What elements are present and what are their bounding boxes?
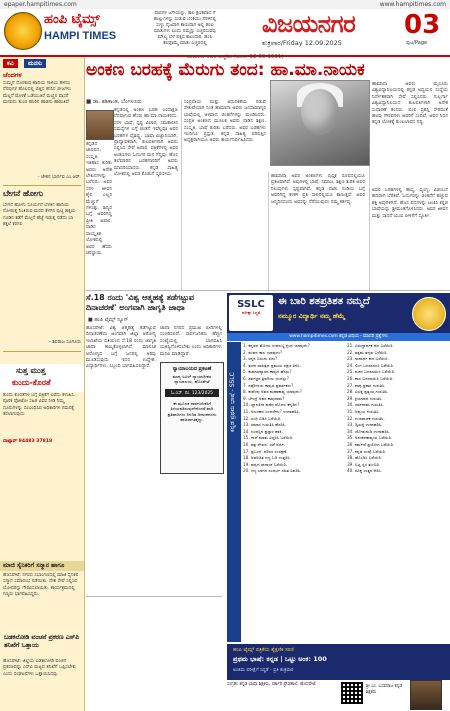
lead-byline: ■ ಡಾ. ಶಶಿಕಾಂತ, ಬೆಂಗಳೂರು <box>86 99 142 105</box>
question-item: 12. ಸಂಧಿ ಬಿಡಿಸಿ ಬರೆಯಿರಿ. <box>243 415 282 421</box>
question-item: 2. ಪಂಪನ ಕಾಲ ಯಾವುದು? <box>243 349 283 355</box>
sslc-title: ಈ ಬಾರಿ ಶತಪ್ರತಿಶತ ನಮ್ಮದೆ <box>278 296 370 307</box>
ad-line-2: ಈ ಮೂಲಕ ಸಾರ್ವಜನಿಕರಿಗೆ ತಿಳಿಯಪಡಿಸುವುದೇನೆಂದರೆ ವಾದಿ ಪ್ರತಿವಾದಿಗಳು ನಿಗದಿತ ದಿನಾಂಕದಂದು ಹಾಜರಾಗತಕ್ಕದ್ದು. <box>167 400 217 423</box>
teacher-photo <box>410 680 442 710</box>
sslc-logo-text: SSLC <box>237 299 265 310</box>
lead-column-0: ಕನ್ನಡದ ಜಾನಪದ, ಸಂಸ್ಕೃತಿ, ಇತಿಹಾಸ ಕುರಿತು ಅವರು ಅನೇಕ ಲೇಖನಗಳನ್ನು ಬರೆದರು. ಅವರ ಸರಳ ಜೀವನ ಶೈಲಿ ಎಲ್ಲರ ಮೆಚ್ಚುಗೆ ಗಳಿಸಿತ್ತು. ಶಿಷ್ಯರ ಬಗ್ಗೆ ಅವರಿಗಿದ್ದ ಪ್ರೀತಿ ಅಪಾರ. ನಾಡಿನ ಸಾಂಸ್ಕೃತಿಕ ಲೋಕದಲ್ಲಿ ಅವರ ಹೆಸರು ಚಿರಸ್ಥಾಯಿ. <box>86 142 112 256</box>
sslc-vertical-band <box>227 342 241 642</box>
question-item: 15. ಗಾದೆ ಮಾತು ವಿಸ್ತರಿಸಿ ಬರೆಯಿರಿ. <box>243 435 294 441</box>
hampi-times-logo-icon <box>4 12 42 50</box>
question-item: 10. ಜ್ಞಾನಪೀಠ ಪಡೆದ ಮೊದಲ ಕನ್ನಡಿಗ? <box>243 402 300 408</box>
article2-byline: ■ ಹಂಪಿ ಟೈಮ್ಸ್ ನ್ಯೂಸ್ <box>88 317 129 323</box>
epaper-url[interactable]: epaper.hampitimes.com <box>4 1 77 8</box>
question-item: 20. ಗದ್ಯ ಭಾಗದ ಸಂದರ್ಭ ಸಹಿತ ವಿವರಿಸಿ. <box>243 468 302 474</box>
poem-body-1: ಸುಮ್ಮನೆ ದೊರಕುವ ಹಾದಿಯ ಗಾಳಿಯ ಹಳೆಯ ನೆನಪುಗಳ ಹೊಲದಲ್ಲಿ ಬಿತ್ತಿದ ಕನಸಿನ ಬೀಜಗಳು ಮೆಲ್ಲನೆ ಮೊಳಕೆ ಒಡೆಯುತಿರೆ ಮಣ್ಣಿನ ವಾಸನೆ ಮನವನು ತುಂಬಿ ಹಸಿರಿನ ಹಾಡನು ಹಾಡುತಿದೆ <box>3 81 72 106</box>
question-item: 14. ಛಂದಸ್ಸಿನ ಪ್ರಸ್ತಾರ ಹಾಕಿ. <box>243 428 283 434</box>
article2-headline: ಸೆ.18 ರಂದು 'ವಿಶ್ವ ಆತ್ಮಹತ್ಯೆ ತಡೆಗಟ್ಟುವ ದಿನಾಚರಣೆ' ಅಂಗವಾಗಿ ಜಾಗೃತಿ ಜಾಥಾ <box>86 293 195 312</box>
question-item: 5. ಕುಮಾರವ್ಯಾಸನ ಕಾವ್ಯದ ಹೆಸರು? <box>243 369 292 375</box>
question-item: 26. ಕಾಲ ಬದಲಾಯಿಸಿ ಬರೆಯಿರಿ. <box>347 375 394 381</box>
article-ex-servicemen-title: ಮಾಜಿ ಸೈನಿಕರಿಗೆ ಸನ್ಮಾನ ಹಾಗೂ <box>0 561 84 571</box>
sslc-footer-top: ಹಂಪಿ ಟೈಮ್ಸ್ ಪತ್ರಿಕೆಯ ಶೈಕ್ಷಣಿಕ ಸರಣಿ <box>233 647 294 653</box>
brand-kannada: ಹಂಪಿ ಟೈಮ್ಸ್ <box>44 12 100 27</box>
date-line: ಶುಕ್ರವಾರ/Friday 12.09.2025 <box>262 39 342 47</box>
sslc-footer-sub: ಅಂತಿಮ ಪರೀಕ್ಷೆಗೆ ಸಿದ್ಧತೆ - ಪ್ರತಿ ಶುಕ್ರವಾರ <box>233 668 294 673</box>
court-notice-ad <box>160 362 224 474</box>
section-divider <box>86 290 450 291</box>
poem-author-2: - ಶಿವರಾಜ ಸೂಗೂರು <box>49 340 81 345</box>
website-url[interactable]: www.hampitimes.com <box>379 1 446 8</box>
question-item: 22. ತತ್ಸಮ ತದ್ಭವ ಬರೆಯಿರಿ. <box>347 349 388 355</box>
questions-left-column <box>243 343 343 475</box>
kunda-whatsapp[interactable]: ವಾಟ್ಸಾಪ್ 94483 37818 <box>3 439 53 444</box>
sidebar-tab-manasu: ಮನಸು <box>24 59 46 68</box>
divider <box>3 185 81 186</box>
emblem-icon <box>412 297 446 331</box>
article2-column-2: ಜಾಥಾ ನಗರದ ಪ್ರಮುಖ ಬೀದಿಗಳಲ್ಲಿ ಸಂಚರಿಸಲಿದೆ. ಸಾರ್ವಜನಿಕರು ಹೆಚ್ಚಿನ ಸಂಖ್ಯೆಯಲ್ಲಿ ಭಾಗವಹಿಸಿ ಯಶಸ್ವಿಗೊಳಿಸಬೇಕು ಎಂದು ಅಧಿಕಾರಿಗಳು ಮನವಿ ಮಾಡಿದ್ದಾರೆ. <box>160 326 222 357</box>
sslc-footer <box>227 644 450 680</box>
question-item: 32. ಗುಣವಾಚಕ ಗುರುತಿಸಿ. <box>347 415 385 421</box>
lead-subhead: ಹಾಮಾನಾ ಅವರ ಜನ್ಮದಿನ (ಜನನ: 12-09-1931) <box>186 54 284 60</box>
region-title: ವಿಜಯನಗರ <box>262 10 356 38</box>
question-item: 17. ಪ್ರಬಂಧ: ಪರಿಸರ ಸಂರಕ್ಷಣೆ. <box>243 448 288 454</box>
sidebar-tab-kavi: ಕವಿ <box>3 59 18 68</box>
poem-body-2: ಬೇಗನೆ ಹೋಗು ಸೂರ್ಯನೆ ಬೆಳಕಿನ ಹಾದಿಯ ನೋಡುತ್ತ ನಿಂತಿರುವ ಮರದ ಕೆಳಗಿನ ಪುಟ್ಟ ಹಕ್ಕಿಯ ಗೂಡಿನ ಕಡೆಗೆ ಮೆಲ್ಲನೆ ಹೆಜ್ಜೆ ಇಡುತ್ತ ನಡೆದು ಬಾ ಕತ್ತಲೆ ಕರಗಲಿ <box>3 203 76 228</box>
poem-author-1: - ಚೇತನ ಭಾರ್ಗವ ಎಂ.ಆರ್. <box>37 175 81 180</box>
question-item: 35. ಅನುಕರಣಾವ್ಯಯ ಬರೆಯಿರಿ. <box>347 435 393 441</box>
ad-case-number: ಓ.ಎಸ್. ನಂ. 123/2025 <box>165 389 219 397</box>
sslc-logo-sub: ಪರೀಕ್ಷಾ ಸಿದ್ಧತೆ <box>241 310 261 315</box>
question-item: 11. ಅಲಂಕಾರ ಎಂದರೇನು? ಉದಾಹರಿಸಿ. <box>243 408 301 414</box>
question-item: 29. ಕ್ರಿಯಾಪದ ಗುರುತಿಸಿ. <box>347 395 383 401</box>
tagline-line: ಮಾತುಗಳು ಬಂದು ನಮ್ಮನ್ನು ಎಚ್ಚರಿಸುವವು <box>153 29 217 35</box>
question-item: 27. ವಾಕ್ಯ ಪ್ರಕಾರ ಗುರುತಿಸಿ. <box>347 382 386 388</box>
question-item: 1. ಕನ್ನಡದ ಮೊದಲ ಉಪಲಬ್ಧ ಗ್ರಂಥ ಯಾವುದು? <box>243 343 310 348</box>
question-item: 36. ಕರ್ಮಣಿ ಪ್ರಯೋಗ ಬರೆಯಿರಿ. <box>347 441 395 447</box>
sslc-credit: ಸಂಗ್ರಹ: ಕನ್ನಡ ಭಾಷಾ ಶಿಕ್ಷಕರು, ಸರ್ಕಾರಿ ಪ್ರೌಢಶಾಲೆ, ಹೊಸಪೇಟೆ <box>227 682 316 687</box>
question-item: 28. ವಿಭಕ್ತಿ ಪ್ರತ್ಯಯ ಗುರುತಿಸಿ. <box>347 389 389 395</box>
masthead-tagline <box>120 11 250 48</box>
lead-column-3: ಹಾಮಾನಾ ಅವರ ಅಂಕಣಗಳು ಪುಸ್ತಕ ರೂಪದಲ್ಲಿಯೂ ಪ್ರಕಟವಾಗಿವೆ. ಅವುಗಳಲ್ಲಿ ಭಾಷೆ, ಸಮಾಜ, ಶಿಕ್ಷಣ ಕುರಿತ ಅವರ ನಿಲುವುಗಳು ಸ್ಪಷ್ಟವಾಗಿವೆ. ಕನ್ನಡ ನಾಡು ನುಡಿಯ ಬಗ್ಗೆ ಅವರಿಗಿದ್ದ ಕಳಕಳಿ ಪ್ರತಿ ಸಾಲಿನಲ್ಲಿಯೂ ಕಾಣುತ್ತದೆ. ಅವರ ಜನ್ಮದಿನದಂದು ಅವರನ್ನು ನೆನೆಯುವುದು ನಮ್ಮ ಕರ್ತವ್ಯ. <box>271 174 365 205</box>
question-item: 40. ಸೂಕ್ತ ಉತ್ತರ ಆರಿಸಿ. <box>347 468 382 474</box>
section-divider <box>86 596 222 597</box>
tagline-line: ಕೆಲವೊಮ್ಮೆ ಮಾತು ಎಚ್ಚರದಲ್ಲಿ <box>163 41 207 47</box>
tagline-line: ಮೌಲ್ಯ ಬೆಳೆ ಪಕ್ಕದ ಕಾಲುದಾರಿ, ಹಂಪಿ <box>157 35 213 41</box>
question-item: 25. ವಚನ ಬದಲಾಯಿಸಿ ಬರೆಯಿರಿ. <box>347 369 396 375</box>
question-item: 7. ನವೋದಯ ಕಾವ್ಯದ ಪ್ರವರ್ತಕರು? <box>243 382 294 388</box>
question-item: 33. ದ್ವಿರುಕ್ತಿ ಉದಾಹರಿಸಿ. <box>347 422 383 428</box>
question-item: 6. ಸರ್ವಜ್ಞನ ತ್ರಿಪದಿಯ ಛಂದಸ್ಸು? <box>243 375 289 381</box>
tagline-line: ಸುಳ್ಳು ನೈಜವಾಗಿ ಕಾಣುವಾಗ ಅಲ್ಲಿ ಹಂಪಿ <box>156 23 214 29</box>
lead-column-1: ಕನ್ನಡದಲ್ಲಿ ಅಂಕಣ ಬರಹ ಎಂದಾಕ್ಷಣ ನೆನಪಾಗುವ ಹೆಸರು ಹಾ.ಮಾ.ನಾಯಕರದು. ಸರಳ ಭಾಷೆ, ಸ್ಪಷ್ಟ ವಿಚಾರ, ಸಮಕಾಲೀನ ಸಮಸ್ಯೆಗಳ ಬಗ್ಗೆ ಚಿಂತನೆ ಇವೆಲ್ಲವೂ ಅವರ ಬರಹಗಳ ವೈಶಿಷ್ಟ್ಯ. ಭಾಷಾ ವಿಜ್ಞಾನಿಯಾಗಿ, ಪ್ರಾಧ್ಯಾಪಕರಾಗಿ, ಕುಲಪತಿಗಳಾಗಿ ಅವರು ಸಲ್ಲಿಸಿದ ಸೇವೆ ಅಪಾರ. ಪತ್ರಿಕೆಗಳಲ್ಲಿ ಅವರ ಅಂಕಣಗಳು ಓದುಗರ ಮನ ಗೆದ್ದವು. ಹೊಸ ತಲೆಮಾರಿನ ಬರಹಗಾರರಿಗೆ ಅವರು ಮಾದರಿಯಾದರು. ಕನ್ನಡ ಸಾಹಿತ್ಯ ಲೋಕದಲ್ಲಿ ಅವರ ಕೊಡುಗೆ ಸ್ಮರಣೀಯ. <box>114 108 178 178</box>
sslc-vertical-text: ಕನ್ನಡ ಪ್ರಥಮ ಭಾಷೆ - SSLC <box>229 372 236 432</box>
teacher-name: ಶ್ರೀ ಎಂ. ಬಸವರಾಜ ಕನ್ನಡ ಶಿಕ್ಷಕರು <box>366 684 403 695</box>
kunda-title-2: ಕುಂದು-ಕೊರತೆ <box>12 378 51 387</box>
column-divider <box>181 100 182 290</box>
photo-face <box>301 89 339 135</box>
lead-headline: ಅಂಕಣ ಬರಹಕ್ಕೆ ಮೆರುಗು ತಂದ: ಹಾ.ಮಾ.ನಾಯಕ <box>86 60 365 80</box>
divider <box>3 351 81 352</box>
tagline-line: ಹುಲ್ಲುಗಳನ್ನು ಸುಡುವ ಬೆಂಕಿಯು ನೆರಳಿನಲ್ಲಿ <box>153 17 217 23</box>
questions-right-column <box>347 343 447 475</box>
question-item: 30. ಸರ್ವನಾಮ ಗುರುತಿಸಿ. <box>347 402 385 408</box>
tagline-line: ಪಾಪಗಳ ಜಗೇಯನ್ನು, ಕಾಲ ಕ್ಷಣಿಕವಾದ ಗೆ <box>154 11 216 16</box>
article2-column-1: ಹೊಸಪೇಟೆ: ವಿಶ್ವ ಆತ್ಮಹತ್ಯೆ ತಡೆಗಟ್ಟುವ ದಿನಾಚರಣೆಯ ಅಂಗವಾಗಿ ಜಿಲ್ಲಾ ಆರೋಗ್ಯ ಇಲಾಖೆಯ ವತಿಯಿಂದ ಸೆ.18 ರಂದು ಜಾಗೃತಿ ಜಾಥಾ ಹಮ್ಮಿಕೊಳ್ಳಲಾಗಿದೆ. ಮಾನಸಿಕ ಆರೋಗ್ಯದ ಬಗ್ಗೆ ಜನರಲ್ಲಿ ಅರಿವು ಮೂಡಿಸುವುದು ಇದರ ಉದ್ದೇಶ. ವಿದ್ಯಾರ್ಥಿಗಳು, ಸಿಬ್ಬಂದಿ ಭಾಗವಹಿಸಲಿದ್ದಾರೆ. <box>86 326 156 370</box>
poem-title-1: ಚೆಂದಗಳ <box>3 71 22 79</box>
page-number: 03 <box>404 10 441 40</box>
kunda-korate-body: ಕುಂದು ಕೊರತೆಗಳ ಬಗ್ಗೆ ಪತ್ರಿಕೆಗೆ ಬರೆದು ಕಳುಹಿಸಿ. ಪೂರಕ ಫೋಟೋ ಸಹಿತ ವಿವರ ನೀಡಿ ನಿಮ್ಮ ದೂರುಗಳನ್ನು ಸಂಬಂಧಿಸಿದ ಅಧಿಕಾರಿಗಳ ಗಮನಕ್ಕೆ ತರಲಾಗುವುದು <box>3 393 76 418</box>
question-item: 23. ನಾನಾರ್ಥ ಪದ ಬರೆಯಿರಿ. <box>347 356 389 362</box>
poem-title-2: ಬೇಗನೆ ಹೋಗು <box>3 189 44 198</box>
question-item: 37. ಕನ್ನಡ ಸಂಖ್ಯೆ ಬರೆಯಿರಿ. <box>347 448 387 454</box>
article-fraud-title: ಬಡಕಲೋಡಿ ವಂಚನೆ ಪ್ರಕರಣ ಎಸ್‌ಪಿ ತನಿಖೆಗೆ ಒತ್ತಾಯ <box>4 634 80 649</box>
kunda-title-1: ಸುತ್ತ ಮುತ್ತ <box>16 366 46 375</box>
ad-line-1: ಮಾನ್ಯ ಸಿವಿಲ್ ನ್ಯಾಯಾಧೀಶರ ನ್ಯಾಯಾಲಯ, ಹೊಸಪೇಟೆ <box>172 374 212 385</box>
ha-ma-nayaka-photo <box>270 80 370 166</box>
question-item: 31. ಅವ್ಯಯ ಗುರುತಿಸಿ. <box>347 408 380 414</box>
sslc-strip: www.hampitimes.com ಕನ್ನಡ ವಿಷಯ - ಮಾದರಿ ಪ್ರಶ್ನೆಗಳು <box>227 333 450 341</box>
column-divider <box>268 172 269 290</box>
lead-column-5: ಅವರ ಬರಹಗಳಲ್ಲಿ ಹಾಸ್ಯ, ವ್ಯಂಗ್ಯ, ವಿಡಂಬನೆ ಹದವಾಗಿ ಬೆರೆತಿವೆ. ಓದುಗರನ್ನು ಚಿಂತನೆಗೆ ಹಚ್ಚುವ ಶಕ್ತಿ ಅವುಗಳಿಗಿದೆ. ಹೊಸ ಪದಗಳನ್ನು ಟಂಕಿಸಿ ಕನ್ನಡ ಭಾಷೆಯನ್ನು ಶ್ರೀಮಂತಗೊಳಿಸಿದರು. ಅವರ ಜೀವನ ಮತ್ತು ಸಾಧನೆ ಯುವ ಪೀಳಿಗೆಗೆ ಸ್ಫೂರ್ತಿ. <box>372 188 448 219</box>
lead-column-2: ಸಂಪ್ರದಾಯ ಮತ್ತು ಆಧುನಿಕತೆಯ ನಡುವೆ ಸೇತುವೆಯಾಗಿ ನಿಂತ ಹಾಮಾನಾ ಅವರು ಜನಸಾಮಾನ್ಯರ ಭಾಷೆಯಲ್ಲಿ ಆಳವಾದ ಚಿಂತನೆಗಳನ್ನು ಮಂಡಿಸಿದರು. ಸಂಪ್ರತಿ ಅಂಕಣದ ಮೂಲಕ ಅವರು ನಾಡಿನ ಶಿಕ್ಷಣ, ಸಂಸ್ಕೃತಿ, ಭಾಷೆ ಕುರಿತು ಬರೆದರು. ಅವರ ಬರಹಗಳು ಇಂದಿಗೂ ಪ್ರಸ್ತುತ. ಕನ್ನಡ ಸಾಹಿತ್ಯ ಪರಿಷತ್ತಿನ ಅಧ್ಯಕ್ಷರಾಗಿಯೂ ಅವರು ಕಾರ್ಯನಿರ್ವಹಿಸಿದರು. <box>184 100 266 144</box>
ad-heading: ನ್ಯಾಯಾಲಯದ ಪ್ರಕಟಣೆ <box>172 366 212 372</box>
qr-code-icon[interactable] <box>341 682 363 704</box>
article-ex-servicemen-body: ಹೊಸಪೇಟೆ: ನಗರದ ಸಭಾಂಗಣದಲ್ಲಿ ಮಾಜಿ ಸೈನಿಕರ ಸನ್ಮಾನ ಸಮಾರಂಭ ನಡೆಯಿತು. ದೇಶ ಸೇವೆ ಸಲ್ಲಿಸಿದ ಯೋಧರನ್ನು ಗೌರವಿಸಲಾಯಿತು. ಕಾರ್ಯಕ್ರಮದಲ್ಲಿ ಗಣ್ಯರು ಭಾಗವಹಿಸಿದ್ದರು. <box>3 573 79 598</box>
question-item: 8. ಕುವೆಂಪು ಅವರ ಮಹಾಕಾವ್ಯ ಯಾವುದು? <box>243 389 302 395</box>
question-item: 19. ಪದ್ಯದ ಸಾರಾಂಶ ಬರೆಯಿರಿ. <box>243 461 288 467</box>
question-item: 39. ಬಿಟ್ಟ ಸ್ಥಳ ತುಂಬಿರಿ. <box>347 461 381 467</box>
question-item: 3. ರನ್ನನ ಬಿರುದು ಏನು? <box>243 356 278 362</box>
question-item: 16. ಪತ್ರ ಲೇಖನ: ರಜೆ ಅರ್ಜಿ. <box>243 441 286 447</box>
author-photo <box>86 110 114 140</box>
question-item: 13. ಸಮಾಸ ಗುರುತಿಸಿ ಹೆಸರಿಸಿ. <box>243 422 287 428</box>
question-item: 9. ಬೇಂದ್ರೆ ಅವರ ಕಾವ್ಯನಾಮ? <box>243 395 285 401</box>
question-item: 21. ವಿರುದ್ಧಾರ್ಥಕ ಪದ ಬರೆಯಿರಿ. <box>347 343 394 348</box>
article-fraud-body: ಹೊಸಪೇಟೆ: ಜಿಲ್ಲೆಯ ಬಡಕಲೋಡಿ ವಂಚನೆ ಪ್ರಕರಣವನ್ನು ಎಸ್‌ಪಿ ಮಟ್ಟದ ತನಿಖೆಗೆ ಒಪ್ಪಿಸಬೇಕು ಎಂದು ಸಂಘಟನೆಗಳು ಒತ್ತಾಯಿಸಿದವು. <box>3 659 76 677</box>
brand-english: HAMPI TIMES <box>44 30 117 42</box>
page-label: ಪುಟ/Page <box>406 40 428 46</box>
question-item: 24. ಲಿಂಗ ಬದಲಾಯಿಸಿ ಬರೆಯಿರಿ. <box>347 362 395 368</box>
question-item: 4. ವಚನ ಸಾಹಿತ್ಯದ ಪ್ರಮುಖ ಲಕ್ಷಣ ತಿಳಿಸಿ. <box>243 362 301 368</box>
lead-column-4: ಹಾಮಾನಾ ಅವರು ಮೈಸೂರು ವಿಶ್ವವಿದ್ಯಾನಿಲಯದಲ್ಲಿ ಕನ್ನಡ ಅಧ್ಯಯನ ಸಂಸ್ಥೆಯ ನಿರ್ದೇಶಕರಾಗಿ ಸೇವೆ ಸಲ್ಲಿಸಿದರು. ಗುಲ್ಬರ್ಗಾ ವಿಶ್ವವಿದ್ಯಾನಿಲಯದ ಕುಲಪತಿಗಳಾಗಿ ಅನೇಕ ಸುಧಾರಣೆ ತಂದರು. ಪಂಪ ಪ್ರಶಸ್ತಿ ಸೇರಿದಂತೆ ಹಲವು ಗೌರವಗಳು ಅವರಿಗೆ ಸಂದಿವೆ. ಅವರ ನಿಧನ ಕನ್ನಡ ಲೋಕಕ್ಕೆ ತುಂಬಲಾರದ ನಷ್ಟ. <box>372 82 448 126</box>
question-item: 18. ಅಪರಿಚಿತ ಗದ್ಯ ಓದಿ ಉತ್ತರಿಸಿ. <box>243 455 291 461</box>
top-url-bar <box>0 0 450 9</box>
sslc-subtitle: ನಮ್ಮೂರ ವಿದ್ಯಾರ್ಥಿ ನಮ್ಮ ಹೆಮ್ಮೆ <box>278 312 345 320</box>
question-item: 38. ಹೊಂದಿಸಿ ಬರೆಯಿರಿ. <box>347 455 383 461</box>
sslc-footer-main: ಪ್ರಥಮ ಭಾಷೆ: ಕನ್ನಡ | ಒಟ್ಟು ಅಂಕ: 100 <box>233 655 327 663</box>
question-item: 34. ಜೋಡುನುಡಿ ಉದಾಹರಿಸಿ. <box>347 428 391 434</box>
